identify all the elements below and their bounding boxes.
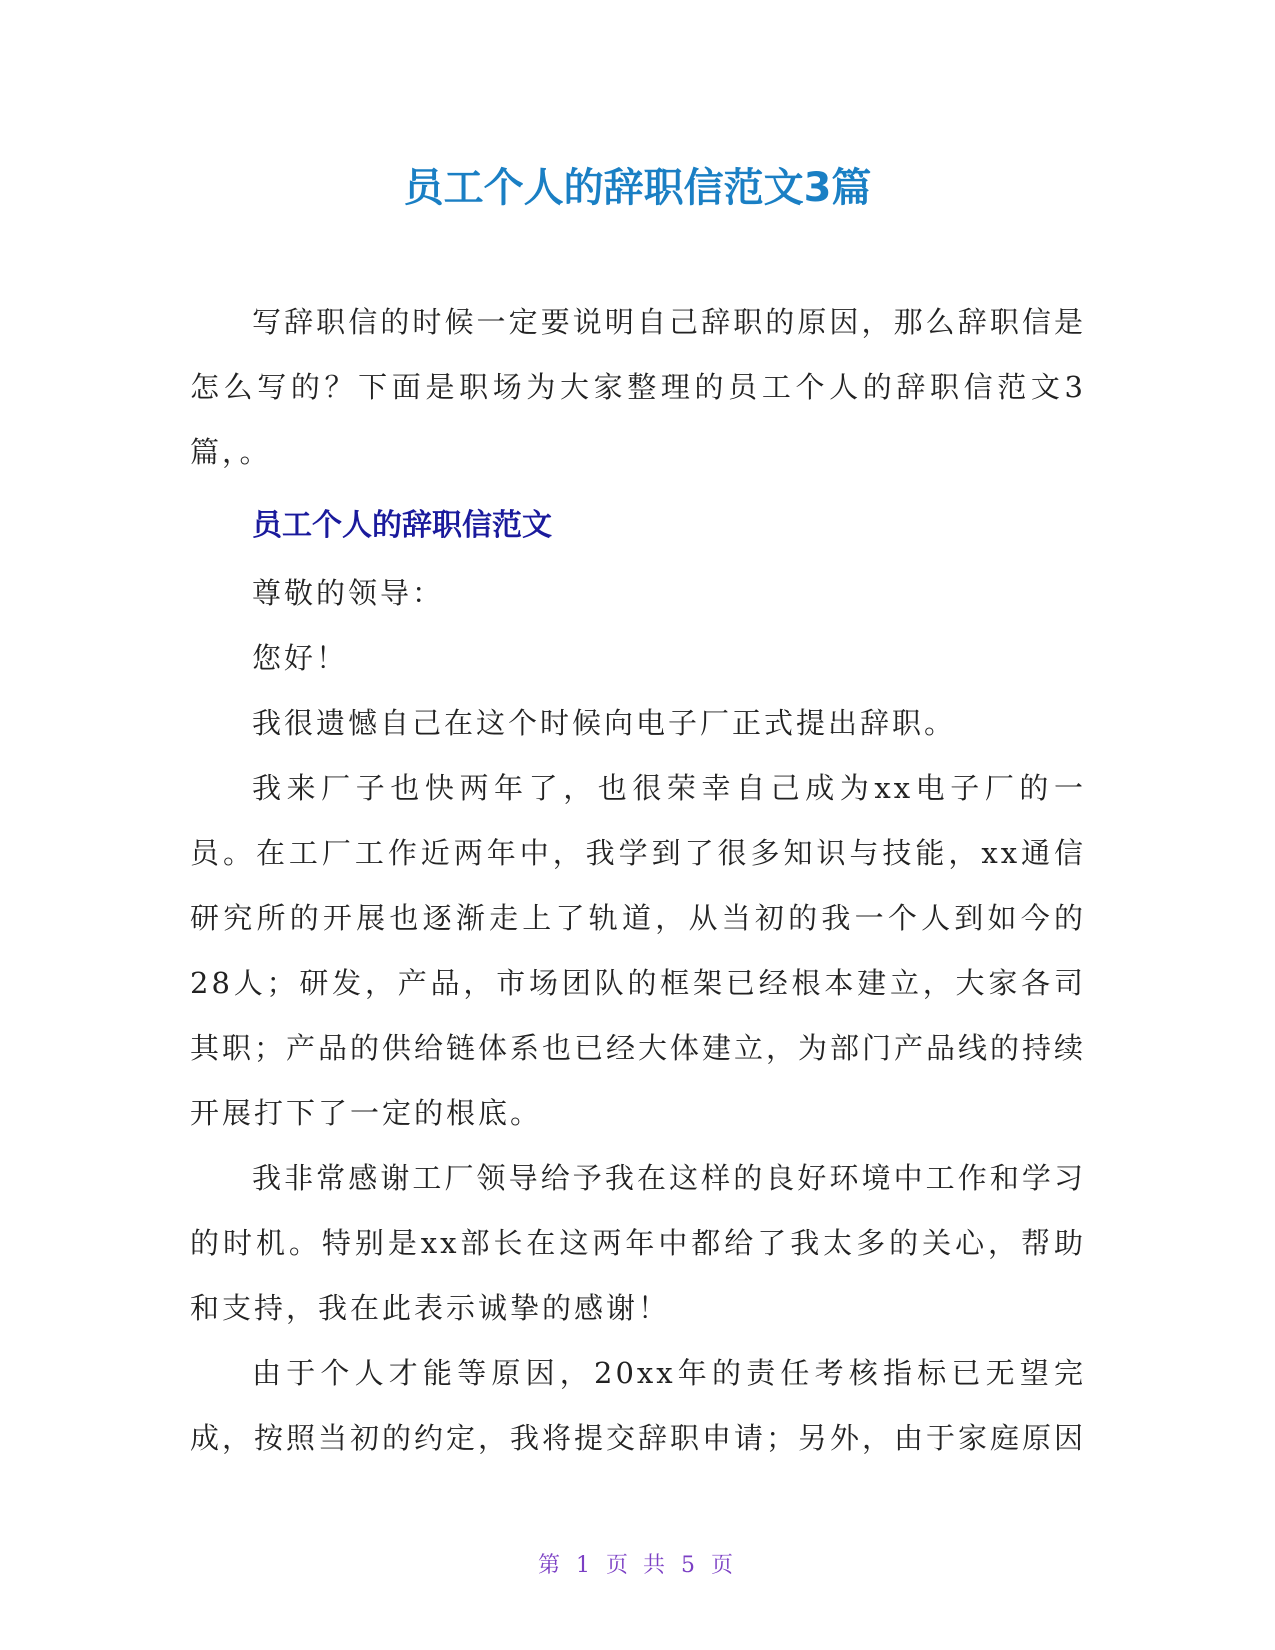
current-page-number: 1 bbox=[576, 1553, 594, 1578]
salutation: 尊敬的领导： bbox=[252, 576, 445, 610]
body-paragraph: 由于个人才能等原因，20xx年的责任考核指标已无望完成，按照当初的约定，我将提交辞职申请；另外，由于家庭原因 bbox=[190, 1356, 1087, 1455]
document-body bbox=[190, 290, 1086, 1471]
page-label-prefix: 第 bbox=[537, 1553, 564, 1578]
page-label-suffix: 页 bbox=[711, 1553, 738, 1578]
section-heading: 员工个人的辞职信范文 bbox=[252, 508, 552, 543]
body-paragraph: 我来厂子也快两年了，也很荣幸自己成为xx电子厂的一员。在工厂工作近两年中，我学到了很多知识与技能，xx通信研究所的开展也逐渐走上了轨道，从当初的我一个人到如今的28人；研发，产品，市场团队的框架已经根本建立，大家各司其职；产品的供给链体系也已经大体建立，为部门产品线的持续开展打下了一定的根底。 bbox=[190, 771, 1087, 1130]
greeting: 您好！ bbox=[252, 641, 349, 675]
page-footer bbox=[0, 1548, 1275, 1579]
page-label-mid: 页 共 bbox=[606, 1553, 669, 1578]
intro-paragraph: 写辞职信的时候一定要说明自己辞职的原因，那么辞职信是怎么写的？下面是职场为大家整理的员工个人的辞职信范文3篇，。 bbox=[190, 305, 1086, 469]
total-pages-number: 5 bbox=[681, 1553, 699, 1578]
body-paragraph: 我非常感谢工厂领导给予我在这样的良好环境中工作和学习的时机。特别是xx部长在这两年中都给了我太多的关心，帮助和支持，我在此表示诚挚的感谢！ bbox=[190, 1161, 1086, 1325]
document-title: 员工个人的辞职信范文3篇 bbox=[403, 165, 872, 211]
body-paragraph: 我很遗憾自己在这个时候向电子厂正式提出辞职。 bbox=[252, 706, 957, 740]
